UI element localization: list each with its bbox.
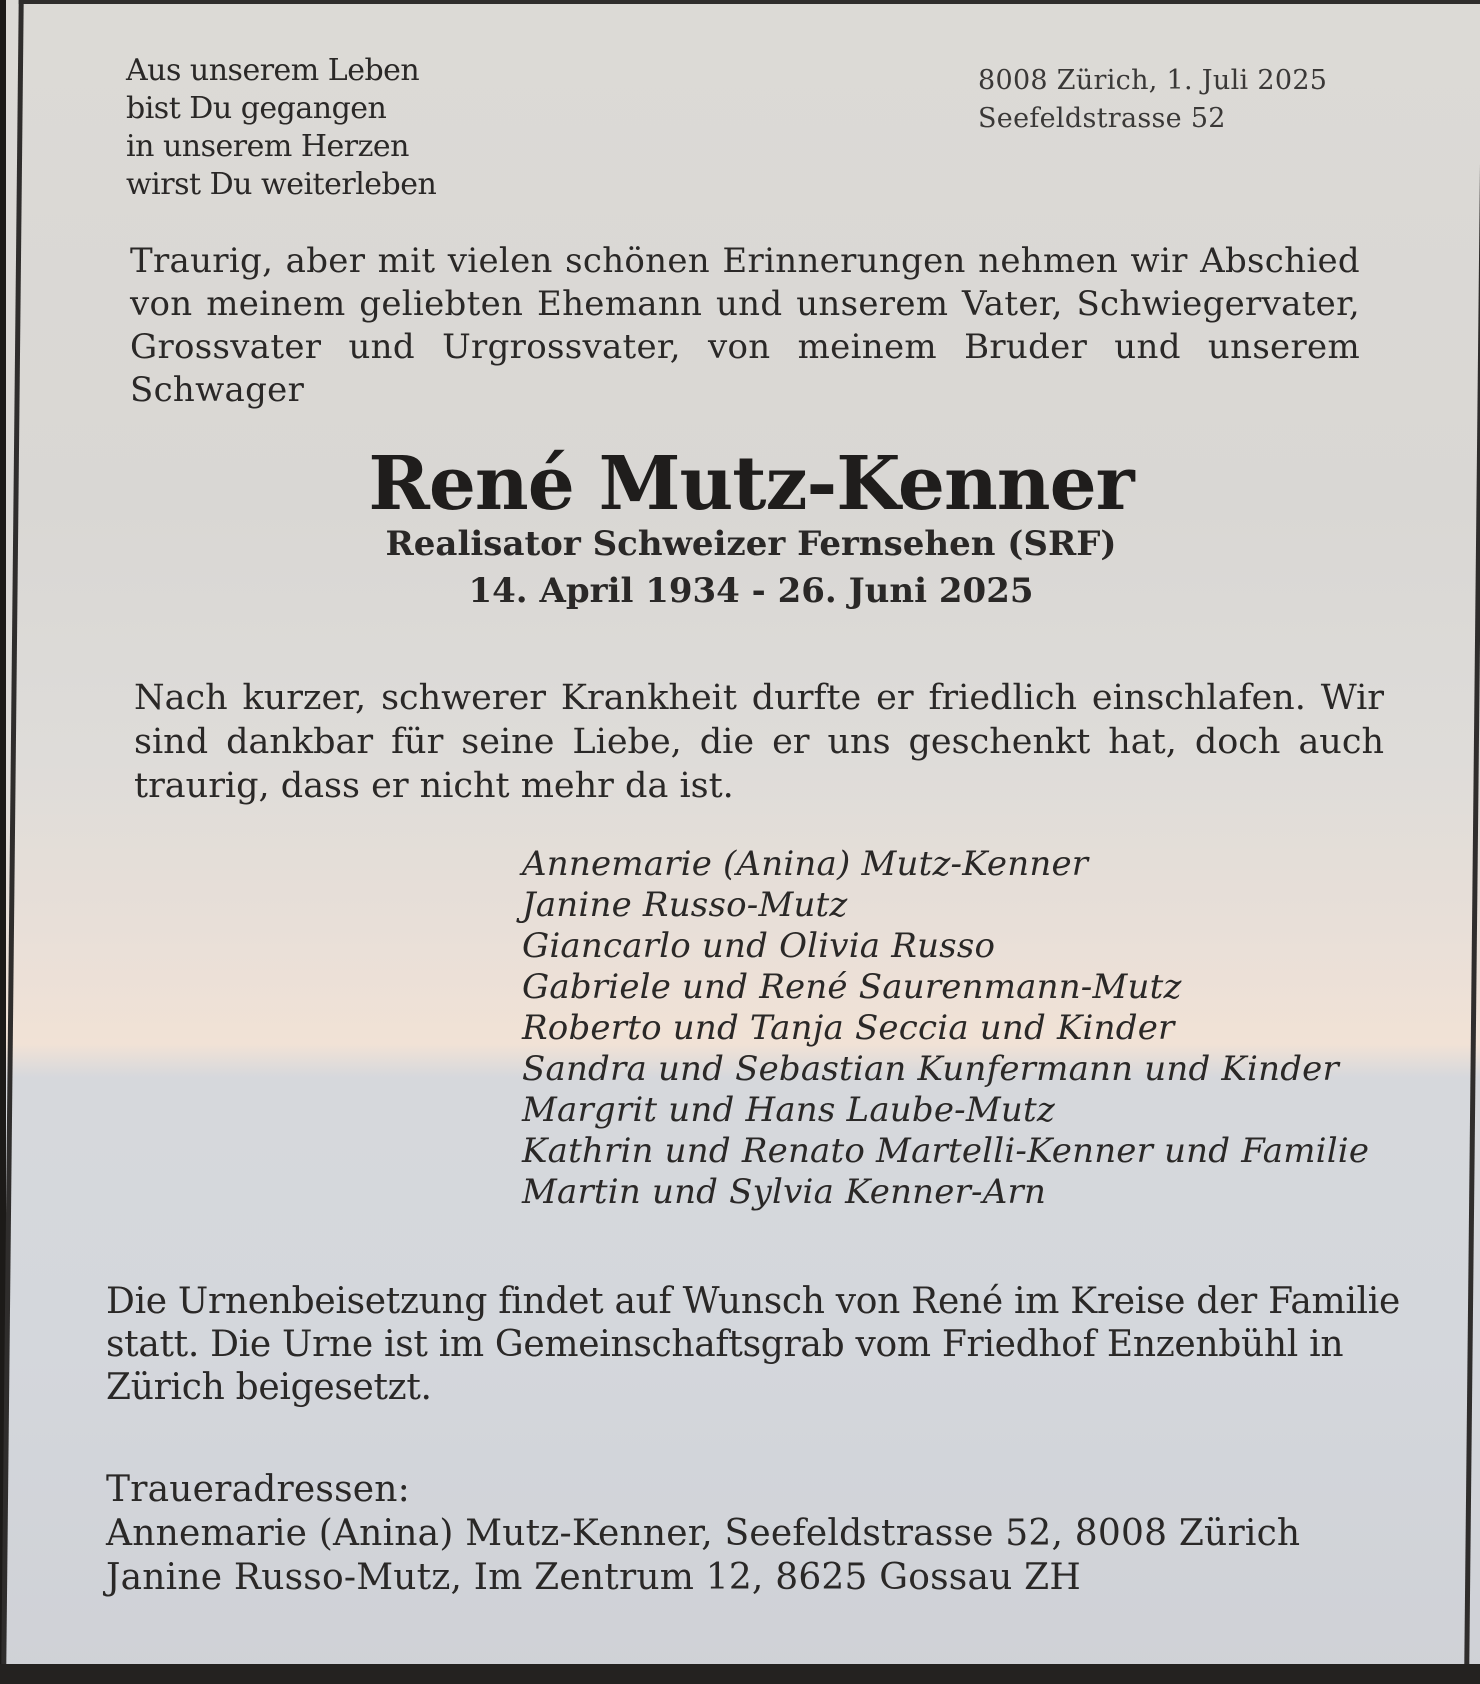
street-line: Seefeldstrasse 52 [978,103,1226,134]
mourner-entry: Annemarie (Anina) Mutz-Kenner [522,844,1089,884]
intro-line: Traurig, aber mit vielen schönen Erinnerungen nehmen wir Abschied [130,241,1360,281]
mourners-list [522,844,1369,1213]
mourner-entry: Janine Russo-Mutz [522,885,848,925]
motto-line: in unserem Herzen [126,129,409,164]
message-line: Nach kurzer, schwerer Krankheit durfte er friedlich einschlafen. Wir [134,678,1384,718]
message-paragraph [134,676,1384,808]
message-line: sind dankbar für seine Liebe, die er uns geschenkt hat, doch auch [134,722,1384,762]
obituary-sheet [6,0,1480,1684]
burial-notice [106,1280,1400,1409]
deceased-role: Realisator Schweizer Fernsehen (SRF) [385,524,1117,564]
mourner-entry: Sandra und Sebastian Kunfermann und Kinder [522,1049,1339,1089]
motto-line: wirst Du weiterleben [126,167,437,202]
mourner-entry: Roberto und Tanja Seccia und Kinder [522,1008,1175,1048]
motto-verse [126,52,436,204]
place-and-date [978,62,1327,138]
intro-line: Grossvater und Urgrossvater, von meinem Bruder und unserem [130,327,1360,367]
intro-line: von meinem geliebten Ehemann und unserem Vater, Schwiegervater, [130,284,1360,324]
burial-line: Die Urnenbeisetzung findet auf Wunsch von René im Kreise der Familie [106,1281,1400,1322]
motto-line: bist Du gegangen [126,91,387,126]
address-line: Annemarie (Anina) Mutz-Kenner, Seefeldstrasse 52, 8008 Zürich [106,1513,1301,1554]
mourner-entry: Martin und Sylvia Kenner-Arn [522,1172,1047,1212]
place-date-line: 8008 Zürich, 1. Juli 2025 [978,65,1328,96]
life-dates: 14. April 1934 - 26. Juni 2025 [468,571,1034,611]
condolence-addresses [106,1468,1300,1600]
address-line: Janine Russo-Mutz, Im Zentrum 12, 8625 Gossau ZH [106,1557,1081,1598]
mourner-entry: Margrit und Hans Laube-Mutz [522,1090,1055,1130]
deceased-name: René Mutz-Kenner [368,441,1134,527]
mourner-entry: Kathrin und Renato Martelli-Kenner und Familie [522,1131,1370,1171]
burial-line: statt. Die Urne ist im Gemeinschaftsgrab vom Friedhof Enzenbühl in [106,1324,1344,1365]
intro-paragraph [130,240,1360,412]
intro-line: Schwager [130,370,305,410]
mourner-entry: Giancarlo und Olivia Russo [522,926,996,966]
message-line: traurig, dass er nicht mehr da ist. [134,766,734,806]
addresses-heading: Traueradressen: [106,1469,410,1510]
burial-line: Zürich beigesetzt. [106,1367,432,1408]
table-edge [0,1664,1480,1684]
mourner-entry: Gabriele und René Saurenmann-Mutz [522,967,1182,1007]
motto-line: Aus unserem Leben [126,53,420,88]
